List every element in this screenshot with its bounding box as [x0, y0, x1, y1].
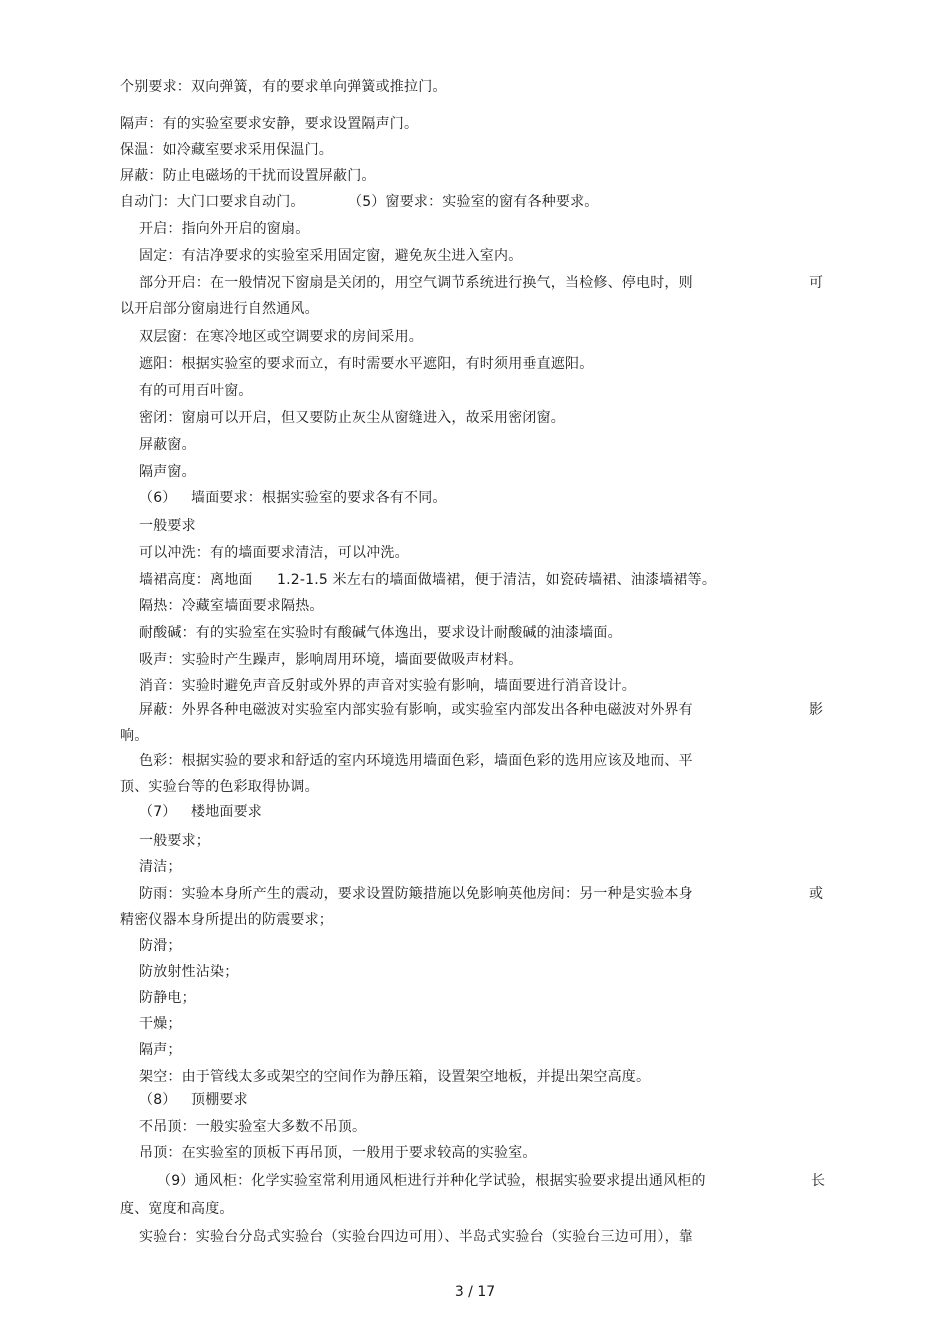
- text-line: 架空：由于管线太多或架空的空间作为静压箱，设置架空地板，并提出架空高度。: [139, 1069, 651, 1085]
- section-number: （6）: [139, 490, 177, 506]
- text-line: 一般要求: [139, 518, 196, 534]
- section-heading: 楼地面要求: [191, 804, 262, 820]
- text-line: 吸声：实验时产生躁声，影响周用环境，墙面要做吸声材料。: [139, 652, 523, 668]
- text-line-end: 长: [811, 1173, 825, 1189]
- text-line: 防静电；: [139, 990, 196, 1006]
- text-line: 实验台：实验台分岛式实验台（实验台四边可用）、半岛式实验台（实验台三边可用），靠: [139, 1229, 693, 1245]
- text-line: （5）窗要求：实验室的窗有各种要求。: [348, 194, 599, 210]
- text-line: 耐酸碱：有的实验室在实验时有酸碱气体逸出，要求设计耐酸碱的油漆墙面。: [139, 625, 622, 641]
- text-line: 屏蔽：外界各种电磁波对实验室内部实验有影响，或实验室内部发出各种电磁波对外界有: [139, 702, 693, 718]
- text-line: 吊顶：在实验室的顶板下再吊顶，一般用于要求较高的实验室。: [139, 1145, 537, 1161]
- text-line: 墙裙高度：离地面: [139, 572, 253, 588]
- text-line: 个别要求：双向弹簧，有的要求单向弹簧或推拉门。: [120, 79, 447, 95]
- text-line: 部分开启：在一般情况下窗扇是关闭的，用空气调节系统进行换气，当检修、停电时，则: [139, 275, 693, 291]
- text-line: 隔声窗。: [139, 464, 196, 480]
- text-line-end: 可: [809, 275, 823, 291]
- text-line: 遮阳：根据实验室的要求而立，有时需要水平遮阳，有时须用垂直遮阳。: [139, 356, 594, 372]
- text-line: 隔热：冷藏室墙面要求隔热。: [139, 598, 324, 614]
- text-line: 隔声；: [139, 1042, 182, 1058]
- text-line: 一般要求；: [139, 833, 210, 849]
- page-number: 3 / 17: [454, 1284, 496, 1300]
- text-line: 开启：指向外开启的窗扇。: [139, 221, 310, 237]
- text-line: 响。: [120, 728, 149, 744]
- text-line-end: 影: [809, 702, 823, 718]
- section-number: （8）: [139, 1092, 177, 1108]
- text-line: 屏蔽：防止电磁场的干扰而设置屏蔽门。: [120, 168, 376, 184]
- text-line: 消音：实验时避免声音反射或外界的声音对实验有影响，墙面要进行消音设计。: [139, 678, 636, 694]
- text-line: 不吊顶：一般实验室大多数不吊顶。: [139, 1119, 367, 1135]
- text-line: 以开启部分窗扇进行自然通风。: [120, 301, 319, 317]
- text-line: 可以冲洗：有的墙面要求清洁，可以冲洗。: [139, 545, 409, 561]
- text-line-end: 或: [809, 886, 823, 902]
- text-line: 防滑；: [139, 938, 182, 954]
- text-line: 精密仪器本身所提出的防震要求；: [120, 912, 333, 928]
- text-line: 固定：有洁净要求的实验室采用固定窗，避免灰尘进入室内。: [139, 248, 523, 264]
- text-line: 度、宽度和高度。: [120, 1201, 234, 1217]
- section-number: （7）: [139, 804, 177, 820]
- text-line: 有的可用百叶窗。: [139, 383, 253, 399]
- text-line: 屏蔽窗。: [139, 437, 196, 453]
- text-line: 1.2-1.5 米左右的墙面做墙裙，便于清洁，如瓷砖墙裙、油漆墙裙等。: [277, 572, 717, 588]
- text-line: 保温：如冷藏室要求采用保温门。: [120, 142, 333, 158]
- text-line: 防雨：实验本身所产生的震动，要求设置防簸措施以免影响英他房间：另一种是实验本身: [139, 886, 693, 902]
- section-heading: 墙面要求：根据实验室的要求各有不同。: [191, 490, 447, 506]
- text-line: 密闭：窗扇可以开启，但又要防止灰尘从窗缝进入，故采用密闭窗。: [139, 410, 565, 426]
- text-line: （9）通风柜：化学实验室常利用通风柜进行并种化学试验，根据实验要求提出通风柜的: [157, 1173, 706, 1189]
- text-line: 顶、实验台等的色彩取得协调。: [120, 779, 319, 795]
- text-line: 双层窗：在寒冷地区或空调要求的房间采用。: [139, 329, 423, 345]
- section-heading: 顶棚要求: [191, 1092, 248, 1108]
- text-line: 干燥；: [139, 1016, 182, 1032]
- text-line: 隔声：有的实验室要求安静，要求设置隔声门。: [120, 116, 419, 132]
- text-line: 清洁；: [139, 859, 182, 875]
- text-line: 自动门：大门口要求自动门。: [120, 194, 305, 210]
- text-line: 色彩：根据实验的要求和舒适的室内环境选用墙面色彩，墙面色彩的选用应该及地而、平: [139, 753, 693, 769]
- text-line: 防放射性沾染；: [139, 964, 239, 980]
